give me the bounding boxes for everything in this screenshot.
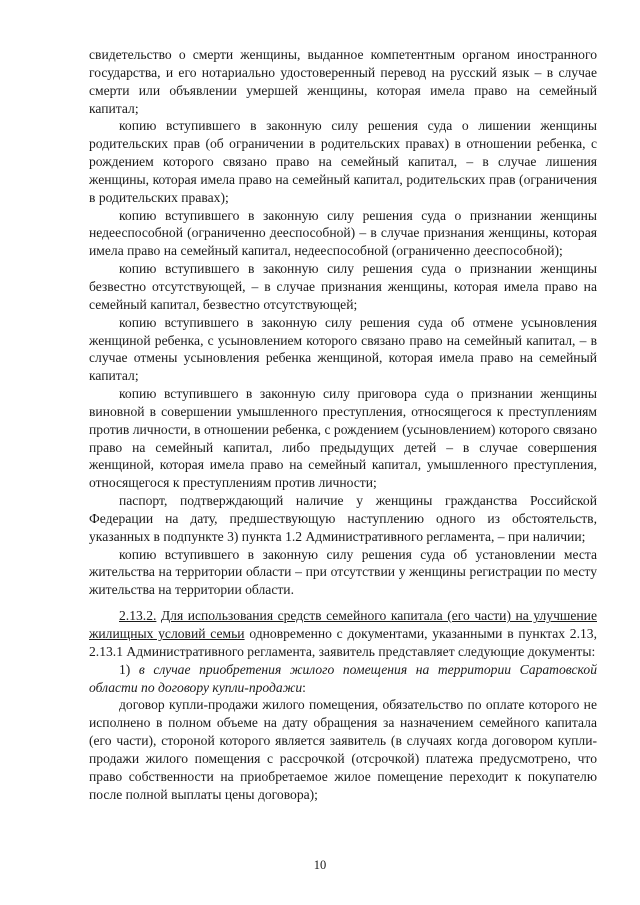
subitem-1 [89, 661, 597, 697]
page-number: 10 [313, 858, 327, 872]
section-text: одновременно с документами, указанными в пунктах 2.13, 2.13.1 Административного регламента, заявитель представляет следующие документы: [89, 626, 597, 659]
subitem-number: 1) [119, 661, 131, 677]
document-body [89, 46, 597, 803]
paragraph-incapacity: копию вступившего в законную силу решения суда о признании женщины недееспособной (ограниченно дееспособной) – в случае признания женщины, которая имела право на семейный капитал, недееспособной (ограниченно дееспособной); [89, 207, 597, 259]
paragraph-crime-verdict: копию вступившего в законную силу приговора суда о признании женщины виновной в совершении умышленного преступления, относящегося к преступлениям против личности, в отношении ребенка, с рождением (усыновлением) которого связано право на семейный капитал, либо предыдущих детей – в случае совершения женщиной, которая имела право на семейный капитал, умышленного преступления, относящегося к преступлениям против личности; [89, 386, 597, 491]
paragraph-residence: копию вступившего в законную силу решения суда об установлении места жительства на территории области – при отсутствии у женщины регистрации по месту жительства на территории области. [89, 546, 597, 598]
section-number: 2.13.2. [119, 608, 157, 624]
paragraph-missing: копию вступившего в законную силу решения суда о признании женщины безвестно отсутствующей, – в случае признания женщины, которая имела право на семейный капитал, безвестно отсутствующей; [89, 261, 597, 312]
section-heading-underlined: Для использования средств семейного капитала (его части) на улучшение жилищных условий семьи [89, 608, 597, 641]
paragraph-sale-contract: договор купли-продажи жилого помещения, обязательство по оплате которого не исполнено в полном объеме на дату обращения за назначением семейного капитала (его части), стороной которого является заявитель (в случаях когда договором купли-продажи жилого помещения с рассрочкой (отсрочкой) платежа предусмотрено, что право собственности на приобретаемое жилое помещение переходит к покупателю после полной выплаты цены договора); [89, 697, 597, 802]
paragraph-parental-rights: копию вступившего в законную силу решения суда о лишении женщины родительских прав (об ограничении в родительских правах) в отношении ребенка, с рождением которого связано право на семейный капитал, – в случае лишения женщины, которая имела право на семейный капитал, родительских прав (ограничения в родительских правах); [89, 118, 597, 205]
paragraph-death-certificate: свидетельство о смерти женщины, выданное компетентным органом иностранного государства, и его нотариально удостоверенный перевод на русский язык – в случае смерти или объявлении умершей женщины, которая имела право на семейный капитал; [89, 47, 597, 116]
section-2-13-2 [89, 607, 597, 661]
subitem-italic-text: в случае приобретения жилого помещения на территории Саратовской области по договору купли-продажи [89, 661, 597, 695]
paragraph-passport: паспорт, подтверждающий наличие у женщины гражданства Российской Федерации на дату, предшествующую наступлению одного из обстоятельств, указанных в подпункте 3) пункта 1.2 Административного регламента, – при наличии; [89, 493, 597, 544]
paragraph-adoption-cancel: копию вступившего в законную силу решения суда об отмене усыновления женщиной ребенка, с усыновлением которого связано право на семейный капитал, – в случае отмены усыновления ребенка женщиной, которая имела право на семейный капитал; [89, 314, 597, 384]
subitem-colon: : [302, 679, 306, 695]
